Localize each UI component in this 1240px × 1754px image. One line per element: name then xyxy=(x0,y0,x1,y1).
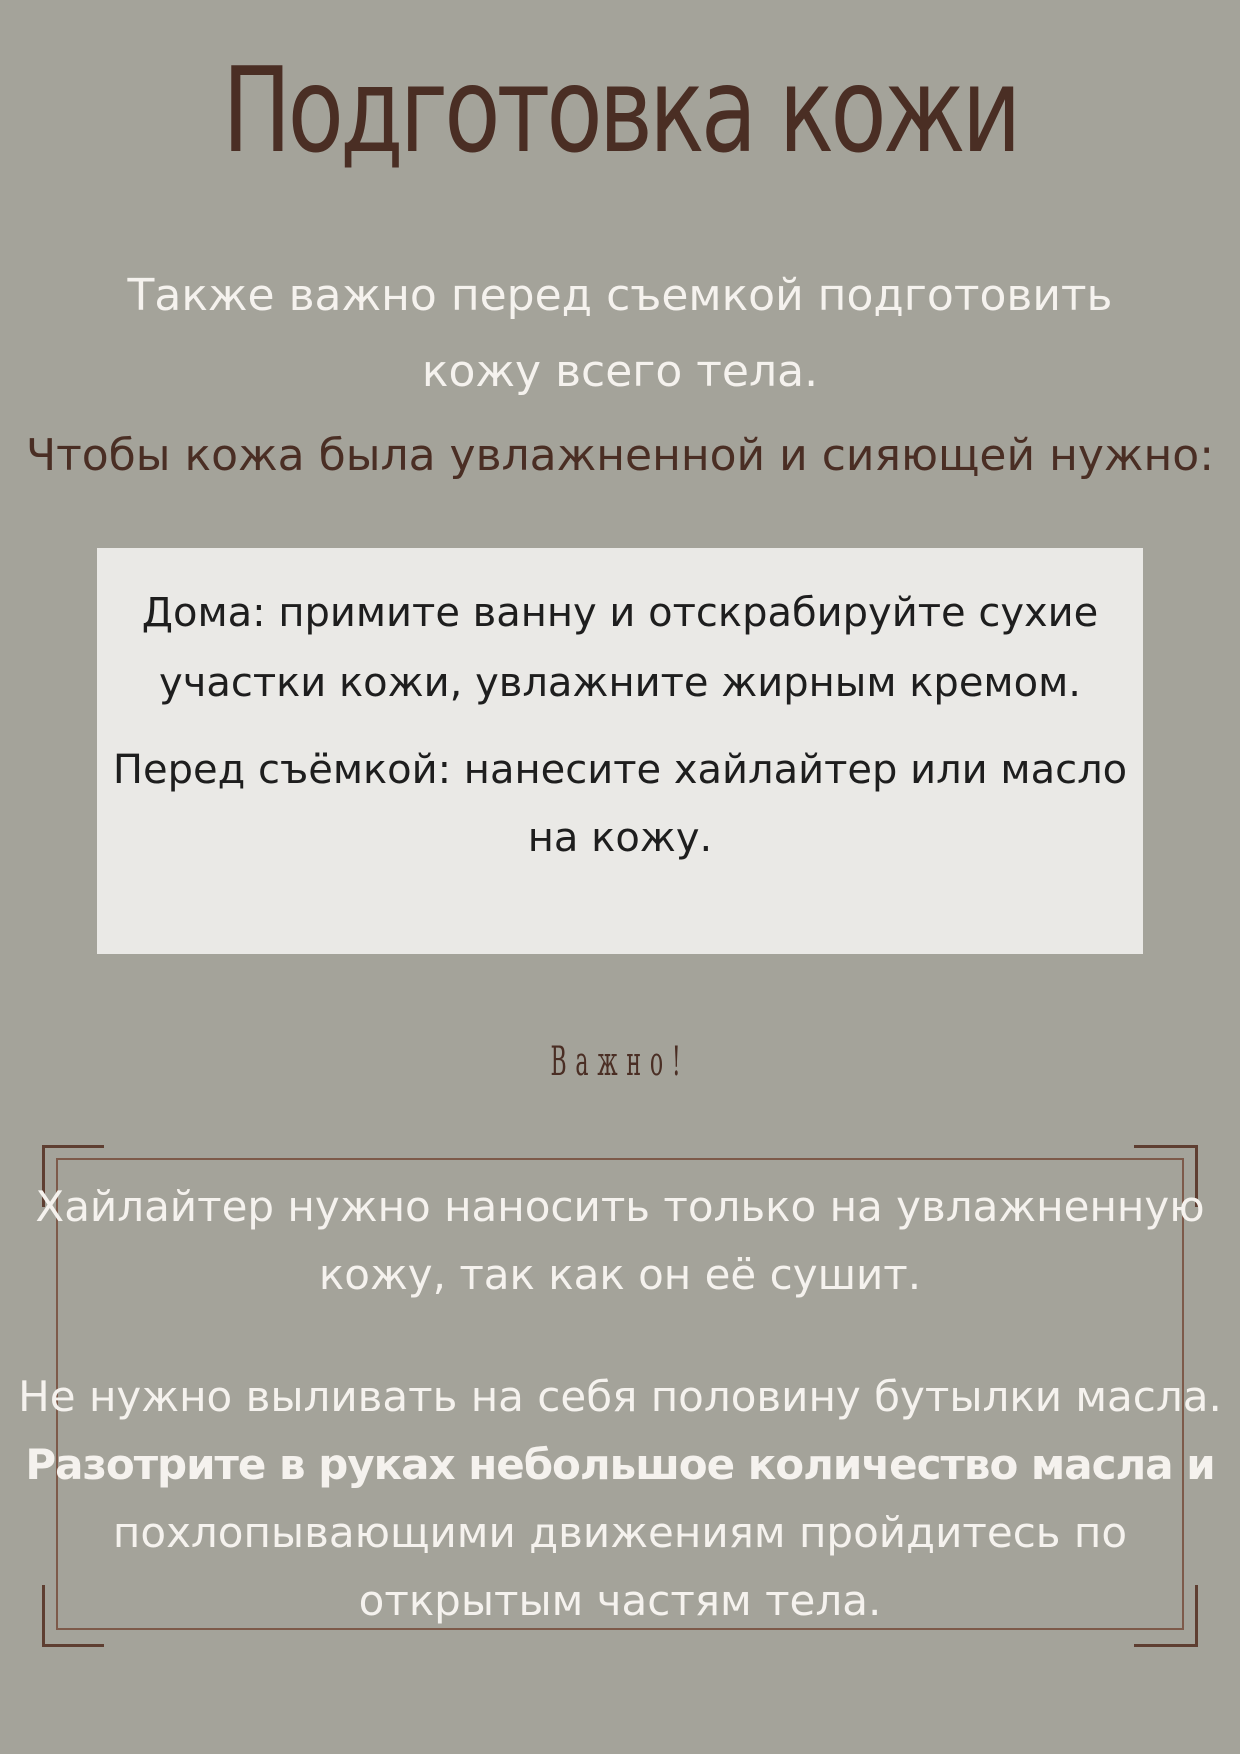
frame-top-line xyxy=(56,1158,1184,1160)
warning-line-3: Не нужно выливать на себя половину бутылки масла. xyxy=(18,1372,1222,1421)
corner-tl-h xyxy=(42,1145,104,1148)
corner-br-h xyxy=(1134,1644,1198,1647)
page-title: Подготовка кожи xyxy=(222,41,1018,179)
warning-line-6: открытым частям тела. xyxy=(358,1576,882,1625)
corner-bl-h xyxy=(42,1644,104,1647)
warning-line-5: похлопывающими движениям пройдитесь по xyxy=(112,1508,1128,1557)
corner-tr-h xyxy=(1134,1145,1198,1148)
card-line-3: Перед съёмкой: нанесите хайлайтер или масло xyxy=(112,747,1128,793)
instructions-card xyxy=(97,548,1143,954)
frame-bottom-line xyxy=(56,1628,1184,1630)
card-line-1: Дома: примите ванну и отскрабируйте сухие xyxy=(141,590,1099,636)
intro-line-3: Чтобы кожа была увлажненной и сияющей нужно: xyxy=(25,430,1215,481)
intro-line-1: Также важно перед съемкой подготовить xyxy=(127,270,1113,321)
intro-line-2: кожу всего тела. xyxy=(421,346,819,397)
card-line-2: участки кожи, увлажните жирным кремом. xyxy=(159,660,1081,706)
warning-line-4: Разотрите в руках небольшое количество масла и xyxy=(25,1440,1215,1489)
warning-line-1: Хайлайтер нужно наносить только на увлажненную xyxy=(35,1182,1205,1231)
warning-line-2: кожу, так как он её сушит. xyxy=(318,1250,922,1299)
card-line-4: на кожу. xyxy=(527,815,713,861)
important-heading: Важно! xyxy=(550,1039,690,1085)
